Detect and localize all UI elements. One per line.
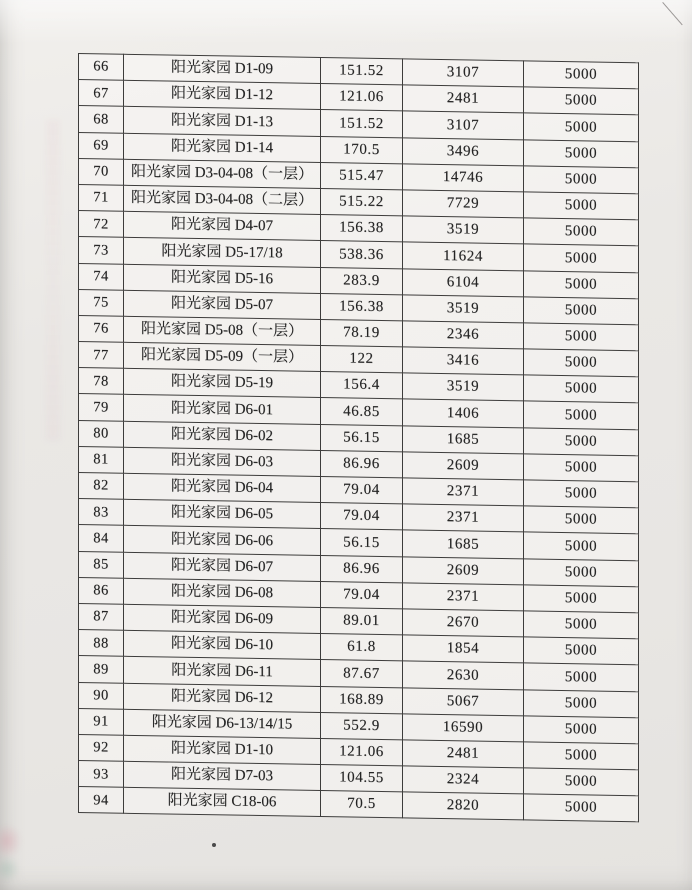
deposit-cell: 5000 bbox=[524, 113, 639, 141]
scan-light-band bbox=[0, 0, 692, 44]
amount-cell: 1685 bbox=[403, 530, 524, 558]
area-cell: 156.38 bbox=[321, 293, 403, 321]
row-number-cell: 75 bbox=[79, 289, 124, 316]
row-number-cell: 84 bbox=[79, 525, 124, 552]
deposit-cell: 5000 bbox=[524, 742, 639, 770]
unit-name-cell: 阳光家园 D6-02 bbox=[124, 421, 321, 450]
unit-name-cell: 阳光家园 D1-13 bbox=[124, 107, 321, 136]
amount-cell: 7729 bbox=[403, 190, 524, 218]
amount-cell: 16590 bbox=[403, 714, 524, 742]
amount-cell: 2371 bbox=[403, 504, 524, 532]
unit-name-cell: 阳光家园 D5-19 bbox=[124, 369, 321, 398]
unit-name-cell: 阳光家园 D1-09 bbox=[124, 54, 321, 83]
deposit-cell: 5000 bbox=[524, 689, 639, 717]
area-cell: 151.52 bbox=[321, 58, 403, 86]
unit-name-cell: 阳光家园 D1-10 bbox=[124, 735, 321, 764]
amount-cell: 3416 bbox=[403, 347, 524, 375]
unit-name-cell: 阳光家园 D6-05 bbox=[124, 499, 321, 528]
area-cell: 79.04 bbox=[321, 581, 403, 609]
ink-dot bbox=[212, 843, 216, 847]
deposit-cell: 5000 bbox=[524, 323, 639, 351]
area-cell: 86.96 bbox=[321, 555, 403, 583]
area-cell: 79.04 bbox=[321, 477, 403, 505]
edge-smudge-green bbox=[0, 856, 20, 882]
deposit-cell: 5000 bbox=[524, 218, 639, 246]
row-number-cell: 92 bbox=[79, 734, 124, 761]
deposit-cell: 5000 bbox=[524, 61, 639, 89]
amount-cell: 3496 bbox=[403, 137, 524, 165]
amount-cell: 2820 bbox=[403, 792, 524, 820]
amount-cell: 3107 bbox=[403, 59, 524, 87]
row-number-cell: 77 bbox=[79, 342, 124, 369]
row-number-cell: 88 bbox=[79, 630, 124, 657]
scan-streak bbox=[46, 120, 60, 440]
amount-cell: 2609 bbox=[403, 452, 524, 480]
area-cell: 56.15 bbox=[321, 529, 403, 557]
deposit-cell: 5000 bbox=[524, 558, 639, 586]
deposit-cell: 5000 bbox=[524, 428, 639, 456]
amount-cell: 2481 bbox=[403, 85, 524, 113]
area-cell: 104.55 bbox=[321, 765, 403, 793]
area-cell: 121.06 bbox=[321, 738, 403, 766]
amount-cell: 2670 bbox=[403, 609, 524, 637]
area-cell: 151.52 bbox=[321, 110, 403, 138]
area-cell: 70.5 bbox=[321, 791, 403, 819]
unit-name-cell: 阳光家园 D5-09（一层） bbox=[124, 342, 321, 371]
amount-cell: 6104 bbox=[403, 268, 524, 296]
deposit-cell: 5000 bbox=[524, 401, 639, 429]
deposit-cell: 5000 bbox=[524, 585, 639, 613]
row-number-cell: 90 bbox=[79, 682, 124, 709]
unit-name-cell: 阳光家园 D6-01 bbox=[124, 395, 321, 424]
deposit-cell: 5000 bbox=[524, 716, 639, 744]
deposit-cell: 5000 bbox=[524, 480, 639, 508]
unit-name-cell: 阳光家园 D4-07 bbox=[124, 211, 321, 240]
row-number-cell: 83 bbox=[79, 499, 124, 526]
area-cell: 168.89 bbox=[321, 686, 403, 714]
amount-cell: 3519 bbox=[403, 373, 524, 401]
row-number-cell: 82 bbox=[79, 473, 124, 500]
amount-cell: 2371 bbox=[403, 583, 524, 611]
area-cell: 156.38 bbox=[321, 215, 403, 243]
area-cell: 515.47 bbox=[321, 162, 403, 190]
row-number-cell: 73 bbox=[79, 237, 124, 264]
row-number-cell: 67 bbox=[79, 80, 124, 107]
deposit-cell: 5000 bbox=[524, 794, 639, 822]
deposit-cell: 5000 bbox=[524, 192, 639, 220]
area-cell: 89.01 bbox=[321, 607, 403, 635]
row-number-cell: 74 bbox=[79, 263, 124, 290]
fee-table bbox=[78, 53, 639, 823]
row-number-cell: 76 bbox=[79, 315, 124, 342]
unit-name-cell: 阳光家园 D7-03 bbox=[124, 761, 321, 790]
area-cell: 552.9 bbox=[321, 712, 403, 740]
amount-cell: 1406 bbox=[403, 399, 524, 427]
unit-name-cell: 阳光家园 D6-08 bbox=[124, 578, 321, 607]
deposit-cell: 5000 bbox=[524, 506, 639, 534]
area-cell: 283.9 bbox=[321, 267, 403, 295]
fee-table-body bbox=[79, 54, 639, 823]
amount-cell: 2324 bbox=[403, 766, 524, 794]
row-number-cell: 68 bbox=[79, 106, 124, 133]
unit-name-cell: 阳光家园 D6-04 bbox=[124, 473, 321, 502]
unit-name-cell: 阳光家园 D5-16 bbox=[124, 264, 321, 293]
row-number-cell: 87 bbox=[79, 603, 124, 630]
deposit-cell: 5000 bbox=[524, 532, 639, 560]
row-number-cell: 69 bbox=[79, 132, 124, 159]
row-number-cell: 66 bbox=[79, 54, 124, 81]
amount-cell: 1685 bbox=[403, 426, 524, 454]
area-cell: 61.8 bbox=[321, 634, 403, 662]
amount-cell: 5067 bbox=[403, 687, 524, 715]
amount-cell: 2609 bbox=[403, 556, 524, 584]
amount-cell: 3519 bbox=[403, 295, 524, 323]
area-cell: 156.4 bbox=[321, 372, 403, 400]
area-cell: 170.5 bbox=[321, 136, 403, 164]
unit-name-cell: 阳光家园 D6-13/14/15 bbox=[124, 709, 321, 738]
deposit-cell: 5000 bbox=[524, 87, 639, 115]
row-number-cell: 85 bbox=[79, 551, 124, 578]
amount-cell: 2346 bbox=[403, 321, 524, 349]
row-number-cell: 80 bbox=[79, 420, 124, 447]
area-cell: 86.96 bbox=[321, 450, 403, 478]
area-cell: 87.67 bbox=[321, 660, 403, 688]
amount-cell: 11624 bbox=[403, 242, 524, 270]
unit-name-cell: 阳光家园 D1-14 bbox=[124, 133, 321, 162]
unit-name-cell: 阳光家园 D1-12 bbox=[124, 80, 321, 109]
row-number-cell: 78 bbox=[79, 368, 124, 395]
deposit-cell: 5000 bbox=[524, 611, 639, 639]
unit-name-cell: 阳光家园 D5-07 bbox=[124, 290, 321, 319]
area-cell: 538.36 bbox=[321, 241, 403, 269]
area-cell: 46.85 bbox=[321, 398, 403, 426]
deposit-cell: 5000 bbox=[524, 637, 639, 665]
deposit-cell: 5000 bbox=[524, 375, 639, 403]
unit-name-cell: 阳光家园 D6-12 bbox=[124, 683, 321, 712]
unit-name-cell: 阳光家园 D3-04-08（一层） bbox=[124, 159, 321, 188]
area-cell: 78.19 bbox=[321, 319, 403, 347]
unit-name-cell: 阳光家园 D6-09 bbox=[124, 604, 321, 633]
row-number-cell: 91 bbox=[79, 708, 124, 735]
amount-cell: 2371 bbox=[403, 478, 524, 506]
area-cell: 121.06 bbox=[321, 84, 403, 112]
area-cell: 56.15 bbox=[321, 424, 403, 452]
amount-cell: 3107 bbox=[403, 111, 524, 139]
unit-name-cell: 阳光家园 D6-07 bbox=[124, 552, 321, 581]
area-cell: 515.22 bbox=[321, 188, 403, 216]
unit-name-cell: 阳光家园 D5-17/18 bbox=[124, 238, 321, 267]
unit-name-cell: 阳光家园 D6-10 bbox=[124, 630, 321, 659]
amount-cell: 2481 bbox=[403, 740, 524, 768]
row-number-cell: 72 bbox=[79, 211, 124, 238]
unit-name-cell: 阳光家园 D3-04-08（二层） bbox=[124, 185, 321, 214]
deposit-cell: 5000 bbox=[524, 297, 639, 325]
unit-name-cell: 阳光家园 D6-06 bbox=[124, 526, 321, 555]
unit-name-cell: 阳光家园 C18-06 bbox=[124, 788, 321, 817]
deposit-cell: 5000 bbox=[524, 139, 639, 167]
deposit-cell: 5000 bbox=[524, 244, 639, 272]
deposit-cell: 5000 bbox=[524, 270, 639, 298]
deposit-cell: 5000 bbox=[524, 663, 639, 691]
deposit-cell: 5000 bbox=[524, 454, 639, 482]
unit-name-cell: 阳光家园 D6-03 bbox=[124, 447, 321, 476]
amount-cell: 3519 bbox=[403, 216, 524, 244]
row-number-cell: 89 bbox=[79, 656, 124, 683]
unit-name-cell: 阳光家园 D6-11 bbox=[124, 657, 321, 686]
amount-cell: 1854 bbox=[403, 635, 524, 663]
deposit-cell: 5000 bbox=[524, 768, 639, 796]
unit-name-cell: 阳光家园 D5-08（一层） bbox=[124, 316, 321, 345]
row-number-cell: 86 bbox=[79, 577, 124, 604]
area-cell: 122 bbox=[321, 346, 403, 374]
row-number-cell: 79 bbox=[79, 394, 124, 421]
deposit-cell: 5000 bbox=[524, 349, 639, 377]
amount-cell: 14746 bbox=[403, 164, 524, 192]
deposit-cell: 5000 bbox=[524, 166, 639, 194]
row-number-cell: 93 bbox=[79, 761, 124, 788]
amount-cell: 2630 bbox=[403, 661, 524, 689]
area-cell: 79.04 bbox=[321, 503, 403, 531]
row-number-cell: 70 bbox=[79, 158, 124, 185]
row-number-cell: 94 bbox=[79, 787, 124, 814]
row-number-cell: 71 bbox=[79, 184, 124, 211]
row-number-cell: 81 bbox=[79, 446, 124, 473]
edge-smudge-pink bbox=[0, 824, 22, 858]
